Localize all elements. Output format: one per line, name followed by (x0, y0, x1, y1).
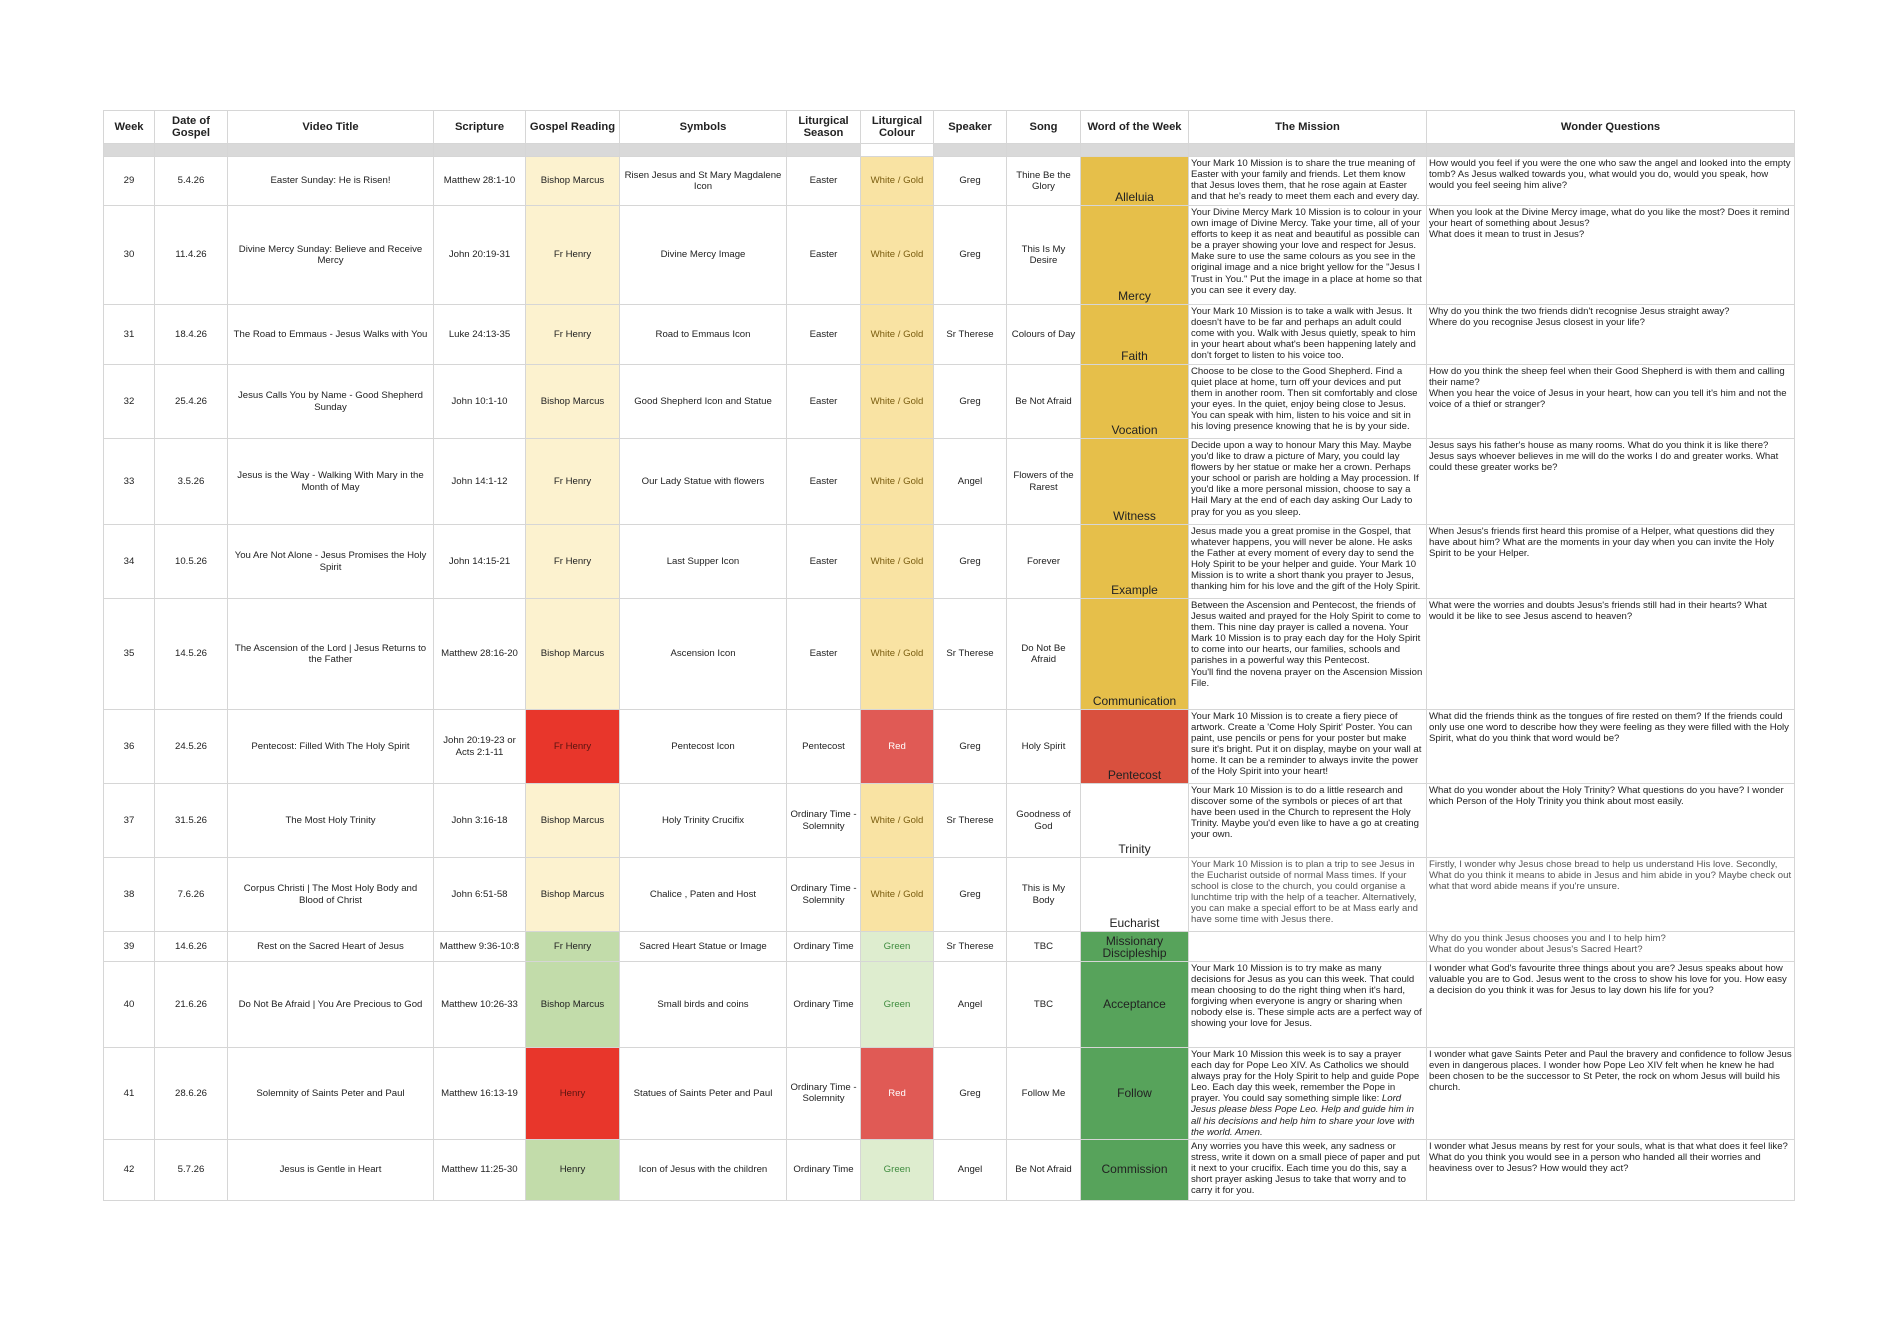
table-row (104, 525, 1795, 599)
cell-wonder[interactable]: Why do you think the two friends didn't recognise Jesus straight away? Where do you recognise Jesus closest in your life? (1427, 305, 1795, 365)
header-song[interactable]: Song (1007, 111, 1081, 144)
cell-word[interactable]: Mercy (1081, 206, 1189, 305)
cell-title[interactable]: Pentecost: Filled With The Holy Spirit (228, 710, 434, 784)
cell-date[interactable]: 11.4.26 (155, 206, 228, 305)
cell-colour[interactable]: Green (861, 962, 934, 1048)
cell-song[interactable]: Holy Spirit (1007, 710, 1081, 784)
cell-week[interactable]: 31 (104, 305, 155, 365)
cell-mission[interactable]: Your Divine Mercy Mark 10 Mission is to colour in your own image of Divine Mercy. Take your time, all of your efforts to keep it as neat and beautiful as possible can be a prayer showing your love and respect for Jesus. Make sure to use the same colours as you see in the original image and a nice bright yellow for the "Jesus I Trust in You." Put the image in a place at home so that you can see it every day. (1189, 206, 1427, 305)
cell-date[interactable]: 14.6.26 (155, 932, 228, 962)
cell-word[interactable]: Vocation (1081, 365, 1189, 439)
cell-wonder[interactable]: I wonder what gave Saints Peter and Paul the bravery and confidence to follow Jesus even in dangerous places. I wonder how Pope Leo XIV felt when he knew he had been chosen to be the successor to St Peter, the rock on whom Jesus will build his church. (1427, 1048, 1795, 1140)
cell-week[interactable]: 37 (104, 784, 155, 858)
cell-week[interactable]: 30 (104, 206, 155, 305)
cell-week[interactable]: 32 (104, 365, 155, 439)
cell-reader[interactable]: Henry (526, 1139, 620, 1200)
cell-wonder[interactable]: Firstly, I wonder why Jesus chose bread to help us understand His love. Secondly, What do you think it means to abide in Jesus and him abide in you? Maybe check out what that word abide means if you're unsure. (1427, 858, 1795, 932)
cell-week[interactable]: 40 (104, 962, 155, 1048)
cell-season[interactable]: Easter (787, 525, 861, 599)
cell-speaker[interactable]: Greg (934, 157, 1007, 206)
cell-song[interactable]: Colours of Day (1007, 305, 1081, 365)
cell-scripture[interactable]: John 14:1-12 (434, 439, 526, 525)
cell-mission[interactable]: Your Mark 10 Mission is to take a walk with Jesus. It doesn't have to be far and perhaps an adult could come with you. Walk with Jesus quietly, speak to him in your heart about what's been happening lately and don't forget to listen to his voice too. (1189, 305, 1427, 365)
cell-scripture[interactable]: Matthew 11:25-30 (434, 1139, 526, 1200)
cell-colour[interactable]: White / Gold (861, 525, 934, 599)
cell-season[interactable]: Ordinary Time - Solemnity (787, 858, 861, 932)
cell-colour[interactable]: White / Gold (861, 599, 934, 710)
cell-mission[interactable]: Your Mark 10 Mission is to share the true meaning of Easter with your family and friends. Let them know that Jesus loves them, that he rose again at Easter and that he's ready to meet them each and every day. (1189, 157, 1427, 206)
cell-speaker[interactable]: Angel (934, 439, 1007, 525)
header-word-of-week[interactable]: Word of the Week (1081, 111, 1189, 144)
cell-song[interactable]: Flowers of the Rarest (1007, 439, 1081, 525)
cell-week[interactable]: 33 (104, 439, 155, 525)
cell-season[interactable]: Easter (787, 365, 861, 439)
cell-song[interactable]: Be Not Afraid (1007, 365, 1081, 439)
cell-wonder[interactable]: What do you wonder about the Holy Trinity? What questions do you have? I wonder which Person of the Holy Trinity you think about most easily. (1427, 784, 1795, 858)
table-row (104, 784, 1795, 858)
cell-reader[interactable]: Bishop Marcus (526, 157, 620, 206)
cell-symbols[interactable]: Statues of Saints Peter and Paul (620, 1048, 787, 1140)
cell-date[interactable]: 7.6.26 (155, 858, 228, 932)
cell-scripture[interactable]: John 14:15-21 (434, 525, 526, 599)
cell-mission[interactable] (1189, 932, 1427, 962)
cell-season[interactable]: Ordinary Time (787, 962, 861, 1048)
cell-title[interactable]: The Ascension of the Lord | Jesus Returns to the Father (228, 599, 434, 710)
cell-season[interactable]: Ordinary Time - Solemnity (787, 1048, 861, 1140)
cell-week[interactable]: 38 (104, 858, 155, 932)
cell-song[interactable]: Be Not Afraid (1007, 1139, 1081, 1200)
table-row (104, 1048, 1795, 1140)
cell-song[interactable]: Goodness of God (1007, 784, 1081, 858)
table-row (104, 599, 1795, 710)
cell-word[interactable]: Trinity (1081, 784, 1189, 858)
cell-word[interactable]: Commission (1081, 1139, 1189, 1200)
cell-date[interactable]: 5.4.26 (155, 157, 228, 206)
cell-song[interactable]: TBC (1007, 962, 1081, 1048)
cell-colour[interactable]: White / Gold (861, 305, 934, 365)
cell-song[interactable]: This Is My Desire (1007, 206, 1081, 305)
header-wonder-questions[interactable]: Wonder Questions (1427, 111, 1795, 144)
cell-symbols[interactable]: Icon of Jesus with the children (620, 1139, 787, 1200)
cell-scripture[interactable]: Matthew 9:36-10:8 (434, 932, 526, 962)
table-row (104, 157, 1795, 206)
cell-mission[interactable]: Any worries you have this week, any sadness or stress, write it down on a small piece of paper and put it next to your crucifix. Each time you do this, say a short prayer asking Jesus to take that worry and to carry it for you. (1189, 1139, 1427, 1200)
cell-reader[interactable]: Bishop Marcus (526, 784, 620, 858)
cell-week[interactable]: 36 (104, 710, 155, 784)
cell-reader[interactable]: Fr Henry (526, 525, 620, 599)
gospel-schedule-table (103, 110, 1795, 1201)
cell-symbols[interactable]: Chalice , Paten and Host (620, 858, 787, 932)
cell-speaker[interactable]: Sr Therese (934, 932, 1007, 962)
cell-title[interactable]: Jesus is Gentle in Heart (228, 1139, 434, 1200)
cell-date[interactable]: 25.4.26 (155, 365, 228, 439)
cell-date[interactable]: 24.5.26 (155, 710, 228, 784)
cell-song[interactable]: Do Not Be Afraid (1007, 599, 1081, 710)
cell-title[interactable]: Do Not Be Afraid | You Are Precious to God (228, 962, 434, 1048)
cell-song[interactable]: TBC (1007, 932, 1081, 962)
cell-symbols[interactable]: Last Supper Icon (620, 525, 787, 599)
cell-symbols[interactable]: Our Lady Statue with flowers (620, 439, 787, 525)
cell-week[interactable]: 35 (104, 599, 155, 710)
table-row (104, 305, 1795, 365)
cell-speaker[interactable]: Angel (934, 962, 1007, 1048)
cell-mission[interactable]: Your Mark 10 Mission is to create a fiery piece of artwork. Create a 'Come Holy Spirit' Poster. You can paint, use pencils or pens for your poster but make sure it's bright. Put it on display, maybe on your wall at home. It can be a reminder to always invite the power of the Holy Spirit into your heart! (1189, 710, 1427, 784)
cell-season[interactable]: Ordinary Time (787, 932, 861, 962)
cell-wonder[interactable]: When Jesus's friends first heard this promise of a Helper, what questions did they have about him? What are the moments in your day when you can invite the Holy Spirit to be your Helper. (1427, 525, 1795, 599)
cell-colour[interactable]: White / Gold (861, 206, 934, 305)
cell-scripture[interactable]: Luke 24:13-35 (434, 305, 526, 365)
cell-season[interactable]: Easter (787, 599, 861, 710)
spacer-row (104, 144, 1795, 157)
cell-reader[interactable]: Fr Henry (526, 439, 620, 525)
cell-word[interactable]: Eucharist (1081, 858, 1189, 932)
header-speaker[interactable]: Speaker (934, 111, 1007, 144)
cell-title[interactable]: Easter Sunday: He is Risen! (228, 157, 434, 206)
cell-colour[interactable]: Green (861, 1139, 934, 1200)
cell-symbols[interactable]: Risen Jesus and St Mary Magdalene Icon (620, 157, 787, 206)
cell-date[interactable]: 28.6.26 (155, 1048, 228, 1140)
header-mission[interactable]: The Mission (1189, 111, 1427, 144)
table-row (104, 962, 1795, 1048)
cell-scripture[interactable]: John 20:19-23 or Acts 2:1-11 (434, 710, 526, 784)
cell-wonder[interactable]: What did the friends think as the tongues of fire rested on them? If the friends could only use one word to describe how they were feeling as they were filled with the Holy Spirit, what do you think that word would be? (1427, 710, 1795, 784)
cell-symbols[interactable]: Sacred Heart Statue or Image (620, 932, 787, 962)
cell-speaker[interactable]: Greg (934, 1048, 1007, 1140)
cell-colour[interactable]: Red (861, 710, 934, 784)
cell-mission[interactable]: Your Mark 10 Mission is to try make as many decisions for Jesus as you can this week. That could mean choosing to do the right thing when it's hard, forgiving when everyone is angry or sharing when nobody else is. These simple acts are a perfect way of showing your love for Jesus. (1189, 962, 1427, 1048)
cell-scripture[interactable]: Matthew 16:13-19 (434, 1048, 526, 1140)
header-week[interactable]: Week (104, 111, 155, 144)
cell-season[interactable]: Easter (787, 439, 861, 525)
cell-week[interactable]: 34 (104, 525, 155, 599)
cell-title[interactable]: The Road to Emmaus - Jesus Walks with You (228, 305, 434, 365)
cell-word[interactable]: Acceptance (1081, 962, 1189, 1048)
cell-reader[interactable]: Henry (526, 1048, 620, 1140)
cell-symbols[interactable]: Pentecost Icon (620, 710, 787, 784)
cell-week[interactable]: 42 (104, 1139, 155, 1200)
cell-symbols[interactable]: Holy Trinity Crucifix (620, 784, 787, 858)
header-scripture[interactable]: Scripture (434, 111, 526, 144)
cell-title[interactable]: You Are Not Alone - Jesus Promises the Holy Spirit (228, 525, 434, 599)
cell-mission[interactable]: Your Mark 10 Mission is to plan a trip to see Jesus in the Eucharist outside of normal Mass times. If your school is close to the church, you could organise a lunchtime trip with the help of a teacher. Alternatively, you can make a special effort to be at Mass early and have some time with Jesus there. (1189, 858, 1427, 932)
cell-title[interactable]: Corpus Christi | The Most Holy Body and Blood of Christ (228, 858, 434, 932)
cell-reader[interactable]: Bishop Marcus (526, 962, 620, 1048)
cell-word[interactable]: Faith (1081, 305, 1189, 365)
cell-season[interactable]: Ordinary Time (787, 1139, 861, 1200)
cell-title[interactable]: Jesus Calls You by Name - Good Shepherd Sunday (228, 365, 434, 439)
cell-speaker[interactable]: Sr Therese (934, 784, 1007, 858)
cell-speaker[interactable]: Greg (934, 525, 1007, 599)
cell-date[interactable]: 31.5.26 (155, 784, 228, 858)
cell-date[interactable]: 21.6.26 (155, 962, 228, 1048)
cell-scripture[interactable]: Matthew 28:16-20 (434, 599, 526, 710)
cell-speaker[interactable]: Greg (934, 206, 1007, 305)
cell-word[interactable]: Communication (1081, 599, 1189, 710)
cell-word[interactable]: Alleluia (1081, 157, 1189, 206)
header-liturgical-season[interactable]: Liturgical Season (787, 111, 861, 144)
cell-speaker[interactable]: Greg (934, 858, 1007, 932)
cell-song[interactable]: Follow Me (1007, 1048, 1081, 1140)
table-row (104, 206, 1795, 305)
cell-speaker[interactable]: Sr Therese (934, 599, 1007, 710)
cell-colour[interactable]: Red (861, 1048, 934, 1140)
cell-wonder[interactable]: Why do you think Jesus chooses you and I to help him? What do you wonder about Jesus's Sacred Heart? (1427, 932, 1795, 962)
cell-title[interactable]: Jesus is the Way - Walking With Mary in the Month of May (228, 439, 434, 525)
cell-speaker[interactable]: Sr Therese (934, 305, 1007, 365)
cell-scripture[interactable]: John 20:19-31 (434, 206, 526, 305)
cell-wonder[interactable]: Jesus says his father's house as many rooms. What do you think it is like there? Jesus says whoever believes in me will do the works I do and greater works. What could these greater works be? (1427, 439, 1795, 525)
cell-reader[interactable]: Fr Henry (526, 206, 620, 305)
cell-speaker[interactable]: Angel (934, 1139, 1007, 1200)
cell-scripture[interactable]: John 6:51-58 (434, 858, 526, 932)
cell-week[interactable]: 39 (104, 932, 155, 962)
header-row (104, 111, 1795, 144)
cell-season[interactable]: Ordinary Time - Solemnity (787, 784, 861, 858)
cell-speaker[interactable]: Greg (934, 365, 1007, 439)
cell-colour[interactable]: White / Gold (861, 858, 934, 932)
cell-word[interactable]: Pentecost (1081, 710, 1189, 784)
cell-mission[interactable]: Your Mark 10 Mission is to do a little research and discover some of the symbols or pieces of art that have been used in the Church to represent the Holy Trinity. Maybe you'd even like to have a go at creating your own. (1189, 784, 1427, 858)
cell-symbols[interactable]: Road to Emmaus Icon (620, 305, 787, 365)
cell-scripture[interactable]: John 3:16-18 (434, 784, 526, 858)
cell-word[interactable]: Witness (1081, 439, 1189, 525)
cell-reader[interactable]: Fr Henry (526, 932, 620, 962)
cell-wonder[interactable]: How would you feel if you were the one who saw the angel and looked into the empty tomb? As Jesus walked towards you, what would you do, would you speak, how would you feel seeing him alive? (1427, 157, 1795, 206)
cell-week[interactable]: 29 (104, 157, 155, 206)
header-symbols[interactable]: Symbols (620, 111, 787, 144)
cell-mission[interactable] (1189, 1048, 1427, 1140)
cell-symbols[interactable]: Good Shepherd Icon and Statue (620, 365, 787, 439)
cell-season[interactable]: Easter (787, 305, 861, 365)
cell-colour[interactable]: White / Gold (861, 784, 934, 858)
cell-colour[interactable]: White / Gold (861, 157, 934, 206)
cell-title[interactable]: Solemnity of Saints Peter and Paul (228, 1048, 434, 1140)
cell-speaker[interactable]: Greg (934, 710, 1007, 784)
header-liturgical-colour[interactable]: Liturgical Colour (861, 111, 934, 144)
cell-song[interactable]: This is My Body (1007, 858, 1081, 932)
mission-text: Your Mark 10 Mission this week is to say a prayer each day for Pope Leo XIV. As Catholics we should always pray for the Holy Spirit to help and guide Pope Leo. Each day this week, remember the Pope in prayer. You could say something simple like: (1191, 1049, 1420, 1105)
cell-wonder[interactable]: How do you think the sheep feel when their Good Shepherd is with them and calling their name? When you hear the voice of Jesus in your heart, how can you tell it's him and not the voice of a thief or stranger? (1427, 365, 1795, 439)
cell-word[interactable]: Example (1081, 525, 1189, 599)
cell-date[interactable]: 3.5.26 (155, 439, 228, 525)
cell-word[interactable]: Missionary Discipleship (1081, 932, 1189, 962)
header-video-title[interactable]: Video Title (228, 111, 434, 144)
cell-scripture[interactable]: Matthew 10:26-33 (434, 962, 526, 1048)
cell-mission[interactable]: Between the Ascension and Pentecost, the friends of Jesus waited and prayed for the Holy Spirit to come to them. This nine day prayer is called a novena. Your Mark 10 Mission is to pray each day for the Holy Spirit to come into our hearts, our families, schools and parishes in a powerful way this Pentecost. You'll find the novena prayer on the Ascension Mission File. (1189, 599, 1427, 710)
cell-wonder[interactable]: What were the worries and doubts Jesus's friends still had in their hearts? What would it be like to see Jesus ascend to heaven? (1427, 599, 1795, 710)
cell-reader[interactable]: Bishop Marcus (526, 599, 620, 710)
cell-date[interactable]: 14.5.26 (155, 599, 228, 710)
header-gospel-reading[interactable]: Gospel Reading (526, 111, 620, 144)
cell-date[interactable]: 5.7.26 (155, 1139, 228, 1200)
cell-season[interactable]: Easter (787, 157, 861, 206)
table-row (104, 439, 1795, 525)
table-row (104, 858, 1795, 932)
cell-song[interactable]: Forever (1007, 525, 1081, 599)
cell-title[interactable]: Rest on the Sacred Heart of Jesus (228, 932, 434, 962)
cell-mission[interactable]: Jesus made you a great promise in the Gospel, that whatever happens, you will never be alone. He asks the Father at every moment of every day to send the Holy Spirit to be your helper and guide. Your Mark 10 Mission is to write a short thank you prayer to Jesus, thanking him for his love and the gift of the Holy Spirit. (1189, 525, 1427, 599)
table-row (104, 1139, 1795, 1200)
cell-symbols[interactable]: Ascension Icon (620, 599, 787, 710)
cell-date[interactable]: 18.4.26 (155, 305, 228, 365)
header-date[interactable]: Date of Gospel (155, 111, 228, 144)
cell-title[interactable]: Divine Mercy Sunday: Believe and Receive Mercy (228, 206, 434, 305)
cell-symbols[interactable]: Small birds and coins (620, 962, 787, 1048)
cell-symbols[interactable]: Divine Mercy Image (620, 206, 787, 305)
cell-wonder[interactable]: When you look at the Divine Mercy image, what do you like the most? Does it remind your heart of something about Jesus? What does it mean to trust in Jesus? (1427, 206, 1795, 305)
table-row (104, 710, 1795, 784)
mission-prayer-text: Lord Jesus please bless Pope Leo. Help and guide him in all his decisions and help him to share your love with the world. Amen. (1191, 1093, 1415, 1138)
cell-colour[interactable]: White / Gold (861, 365, 934, 439)
cell-song[interactable]: Thine Be the Glory (1007, 157, 1081, 206)
cell-mission[interactable]: Decide upon a way to honour Mary this May. Maybe you'd like to draw a picture of Mary, you could lay flowers by her statue or make her a crown. Perhaps your school or parish are holding a May procession. If you'd like a more personal mission, choose to say a Hail Mary at the end of each day asking Our Lady to pray for you as you sleep. (1189, 439, 1427, 525)
cell-word[interactable]: Follow (1081, 1048, 1189, 1140)
cell-wonder[interactable]: I wonder what Jesus means by rest for your souls, what is that what does it feel like? What do you think you would see in a person who handed all their worries and heaviness over to Jesus? How would they act? (1427, 1139, 1795, 1200)
cell-wonder[interactable]: I wonder what God's favourite three things about you are? Jesus speaks about how valuable you are to God. Jesus went to the cross to show his love for you. How easy a decision do you think it was for Jesus to lay down his life for you? (1427, 962, 1795, 1048)
cell-colour[interactable]: White / Gold (861, 439, 934, 525)
cell-mission[interactable]: Choose to be close to the Good Shepherd. Find a quiet place at home, turn off your devices and put them in another room. Then sit comfortably and close your eyes. In the quiet, enjoy being close to Jesus. You can speak with him, listen to his voice and sit in his loving presence knowing that he is by your side. (1189, 365, 1427, 439)
cell-season[interactable]: Easter (787, 206, 861, 305)
cell-reader[interactable]: Fr Henry (526, 710, 620, 784)
cell-colour[interactable]: Green (861, 932, 934, 962)
cell-date[interactable]: 10.5.26 (155, 525, 228, 599)
table-row (104, 365, 1795, 439)
cell-season[interactable]: Pentecost (787, 710, 861, 784)
cell-week[interactable]: 41 (104, 1048, 155, 1140)
cell-scripture[interactable]: Matthew 28:1-10 (434, 157, 526, 206)
table-row (104, 932, 1795, 962)
cell-title[interactable]: The Most Holy Trinity (228, 784, 434, 858)
cell-reader[interactable]: Bishop Marcus (526, 365, 620, 439)
cell-reader[interactable]: Fr Henry (526, 305, 620, 365)
cell-reader[interactable]: Bishop Marcus (526, 858, 620, 932)
cell-scripture[interactable]: John 10:1-10 (434, 365, 526, 439)
